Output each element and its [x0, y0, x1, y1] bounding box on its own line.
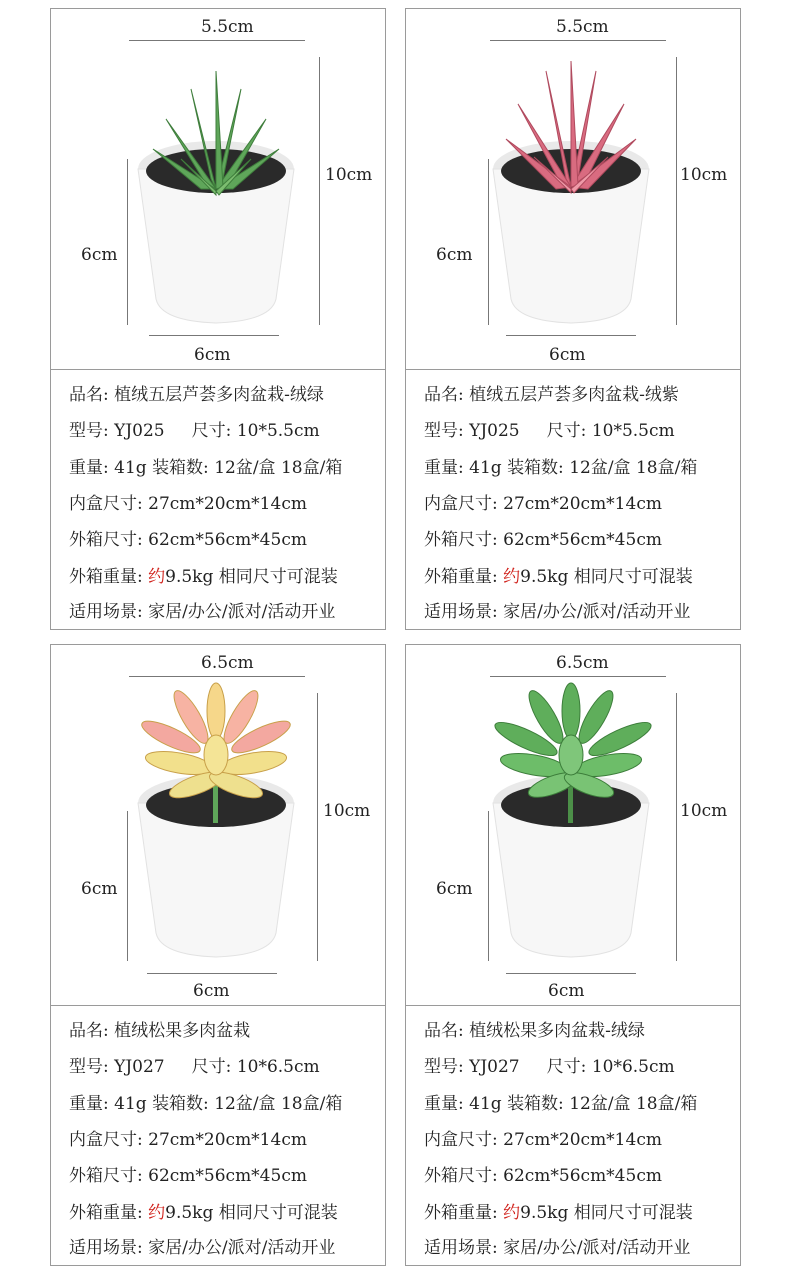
spec-gross-weight: 外箱重量: 约9.5kg 相同尺寸可混装 — [424, 567, 693, 587]
product-photo — [51, 645, 385, 1006]
spec-outer-box: 外箱尺寸: 62cm*56cm*45cm — [69, 1166, 307, 1186]
height-label: 10cm — [325, 165, 373, 185]
plant-image — [51, 645, 385, 1005]
spec-model: 型号: YJ027 尺寸: 10*6.5cm — [69, 1057, 320, 1077]
pot-height-line — [488, 811, 489, 961]
spec-scene: 适用场景: 家居/办公/派对/活动开业 — [424, 1238, 691, 1258]
spec-weight: 重量: 41g 装箱数: 12盆/盒 18盒/箱 — [69, 1094, 343, 1114]
height-line — [676, 57, 677, 325]
product-card-1 — [50, 8, 386, 630]
spec-weight: 重量: 41g 装箱数: 12盆/盒 18盒/箱 — [424, 1094, 698, 1114]
height-label: 10cm — [680, 165, 728, 185]
spec-outer-box: 外箱尺寸: 62cm*56cm*45cm — [424, 1166, 662, 1186]
height-label: 10cm — [680, 801, 728, 821]
pot-height-label: 6cm — [81, 245, 118, 265]
top-width-line — [490, 676, 666, 677]
product-photo — [51, 9, 385, 370]
top-width-label: 6.5cm — [201, 653, 254, 673]
spec-model: 型号: YJ025 尺寸: 10*5.5cm — [424, 421, 675, 441]
spec-inner-box: 内盒尺寸: 27cm*20cm*14cm — [69, 494, 307, 514]
spec-gross-weight: 外箱重量: 约9.5kg 相同尺寸可混装 — [424, 1203, 693, 1223]
bottom-width-line — [147, 973, 277, 974]
height-line — [319, 57, 320, 325]
spec-name: 品名: 植绒松果多肉盆栽 — [69, 1021, 251, 1041]
plant-image — [406, 9, 740, 369]
bottom-width-line — [506, 973, 636, 974]
height-line — [317, 693, 318, 961]
spec-gross-weight: 外箱重量: 约9.5kg 相同尺寸可混装 — [69, 1203, 338, 1223]
spec-block — [51, 369, 385, 629]
spec-outer-box: 外箱尺寸: 62cm*56cm*45cm — [69, 530, 307, 550]
bottom-width-line — [506, 335, 636, 336]
spec-name: 品名: 植绒五层芦荟多肉盆栽-绒绿 — [69, 385, 324, 405]
spec-scene: 适用场景: 家居/办公/派对/活动开业 — [69, 1238, 336, 1258]
product-photo — [406, 645, 740, 1006]
spec-scene: 适用场景: 家居/办公/派对/活动开业 — [69, 602, 336, 622]
product-card-3 — [50, 644, 386, 1266]
spec-inner-box: 内盒尺寸: 27cm*20cm*14cm — [424, 1130, 662, 1150]
spec-outer-box: 外箱尺寸: 62cm*56cm*45cm — [424, 530, 662, 550]
height-line — [676, 693, 677, 961]
spec-weight: 重量: 41g 装箱数: 12盆/盒 18盒/箱 — [424, 458, 698, 478]
pot-height-label: 6cm — [436, 245, 473, 265]
bottom-width-label: 6cm — [194, 345, 231, 365]
bottom-width-line — [149, 335, 279, 336]
pot-height-line — [127, 159, 128, 325]
spec-inner-box: 内盒尺寸: 27cm*20cm*14cm — [424, 494, 662, 514]
top-width-label: 5.5cm — [556, 17, 609, 37]
spec-model: 型号: YJ027 尺寸: 10*6.5cm — [424, 1057, 675, 1077]
spec-inner-box: 内盒尺寸: 27cm*20cm*14cm — [69, 1130, 307, 1150]
product-photo — [406, 9, 740, 370]
spec-model: 型号: YJ025 尺寸: 10*5.5cm — [69, 421, 320, 441]
pot-height-line — [127, 811, 128, 961]
spec-block — [406, 369, 740, 629]
plant-image — [406, 645, 740, 1005]
plant-image — [51, 9, 385, 369]
height-label: 10cm — [323, 801, 371, 821]
spec-weight: 重量: 41g 装箱数: 12盆/盒 18盒/箱 — [69, 458, 343, 478]
top-width-line — [490, 40, 666, 41]
spec-name: 品名: 植绒松果多肉盆栽-绒绿 — [424, 1021, 645, 1041]
pot-height-label: 6cm — [81, 879, 118, 899]
spec-scene: 适用场景: 家居/办公/派对/活动开业 — [424, 602, 691, 622]
top-width-label: 6.5cm — [556, 653, 609, 673]
top-width-line — [129, 676, 305, 677]
pot-height-label: 6cm — [436, 879, 473, 899]
bottom-width-label: 6cm — [548, 981, 585, 1001]
bottom-width-label: 6cm — [549, 345, 586, 365]
product-card-2 — [405, 8, 741, 630]
product-card-4 — [405, 644, 741, 1266]
spec-name: 品名: 植绒五层芦荟多肉盆栽-绒紫 — [424, 385, 679, 405]
top-width-line — [129, 40, 305, 41]
pot-height-line — [488, 159, 489, 325]
top-width-label: 5.5cm — [201, 17, 254, 37]
spec-block — [51, 1005, 385, 1265]
spec-block — [406, 1005, 740, 1265]
spec-gross-weight: 外箱重量: 约9.5kg 相同尺寸可混装 — [69, 567, 338, 587]
bottom-width-label: 6cm — [193, 981, 230, 1001]
